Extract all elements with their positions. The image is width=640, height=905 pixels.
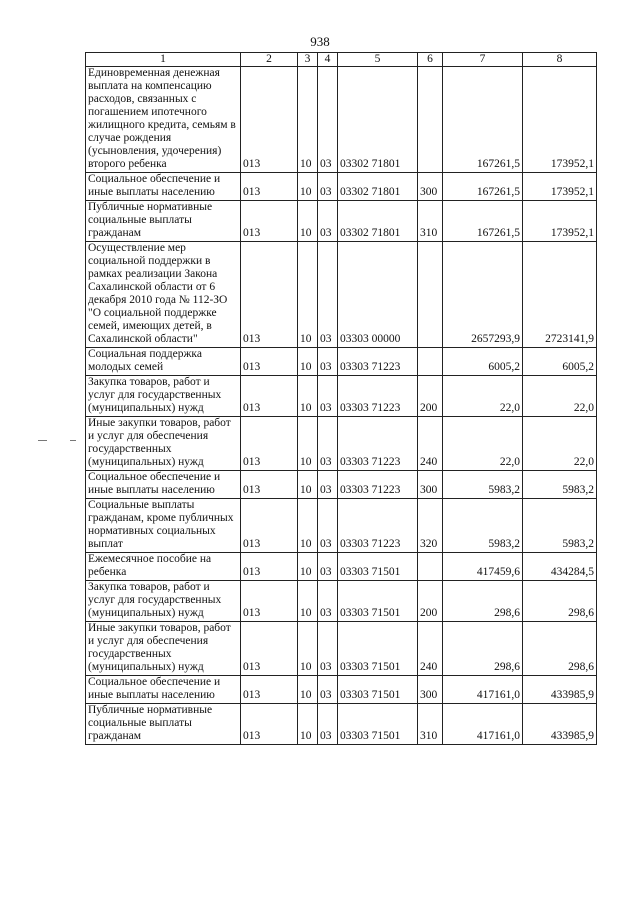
expense-type-code: [418, 553, 443, 581]
item-name: Единовременная денежная выплата на компенсацию расходов, связанных с погашением ипотечного жилищного кредита, семьям в случае рождения (усыновления, удочерения) второго ребенка: [86, 67, 241, 173]
expense-type-code: [418, 67, 443, 173]
expense-type-code: [418, 242, 443, 348]
item-name: Публичные нормативные социальные выплаты гражданам: [86, 704, 241, 745]
section-code: 10: [298, 676, 318, 704]
expense-type-code: 240: [418, 622, 443, 676]
amount-year-2: 173952,1: [523, 173, 597, 201]
section-code: 10: [298, 499, 318, 553]
column-header: 7: [443, 53, 523, 67]
table-row: [86, 471, 597, 499]
table-row: [86, 348, 597, 376]
amount-year-1: 2657293,9: [443, 242, 523, 348]
amount-year-1: 6005,2: [443, 348, 523, 376]
amount-year-2: 298,6: [523, 622, 597, 676]
column-header: 4: [318, 53, 338, 67]
subsection-code: 03: [318, 553, 338, 581]
scan-mark: [70, 440, 76, 441]
table-row: [86, 376, 597, 417]
expense-type-code: 320: [418, 499, 443, 553]
section-code: 10: [298, 553, 318, 581]
column-header: 3: [298, 53, 318, 67]
column-header: 8: [523, 53, 597, 67]
subsection-code: 03: [318, 201, 338, 242]
subsection-code: 03: [318, 704, 338, 745]
ministry-code: 013: [241, 348, 298, 376]
ministry-code: 013: [241, 376, 298, 417]
item-name: Социальное обеспечение и иные выплаты населению: [86, 471, 241, 499]
subsection-code: 03: [318, 499, 338, 553]
table-row: [86, 173, 597, 201]
table-row: [86, 581, 597, 622]
expense-type-code: 200: [418, 581, 443, 622]
amount-year-2: 298,6: [523, 581, 597, 622]
subsection-code: 03: [318, 581, 338, 622]
ministry-code: 013: [241, 417, 298, 471]
section-code: 10: [298, 417, 318, 471]
scan-mark: [38, 440, 47, 441]
target-article-code: 03303 00000: [338, 242, 418, 348]
expense-type-code: 310: [418, 201, 443, 242]
expense-type-code: 240: [418, 417, 443, 471]
target-article-code: 03303 71501: [338, 581, 418, 622]
section-code: 10: [298, 201, 318, 242]
item-name: Закупка товаров, работ и услуг для государственных (муниципальных) нужд: [86, 376, 241, 417]
section-code: 10: [298, 471, 318, 499]
expense-type-code: 300: [418, 676, 443, 704]
table-row: [86, 622, 597, 676]
amount-year-1: 5983,2: [443, 471, 523, 499]
budget-table: [85, 52, 597, 745]
amount-year-1: 167261,5: [443, 173, 523, 201]
target-article-code: 03303 71223: [338, 499, 418, 553]
expense-type-code: 300: [418, 471, 443, 499]
subsection-code: 03: [318, 348, 338, 376]
section-code: 10: [298, 581, 318, 622]
table-row: [86, 704, 597, 745]
amount-year-1: 298,6: [443, 581, 523, 622]
target-article-code: 03303 71501: [338, 704, 418, 745]
amount-year-2: 5983,2: [523, 499, 597, 553]
amount-year-1: 167261,5: [443, 201, 523, 242]
item-name: Иные закупки товаров, работ и услуг для обеспечения государственных (муниципальных) нужд: [86, 417, 241, 471]
target-article-code: 03303 71223: [338, 348, 418, 376]
ministry-code: 013: [241, 553, 298, 581]
ministry-code: 013: [241, 201, 298, 242]
section-code: 10: [298, 242, 318, 348]
subsection-code: 03: [318, 67, 338, 173]
item-name: Ежемесячное пособие на ребенка: [86, 553, 241, 581]
amount-year-1: 417161,0: [443, 704, 523, 745]
item-name: Осуществление мер социальной поддержки в рамках реализации Закона Сахалинской области от 6 декабря 2010 года № 112-ЗО "О социальной поддержке семей, имеющих детей, в Сахалинской области": [86, 242, 241, 348]
subsection-code: 03: [318, 622, 338, 676]
ministry-code: 013: [241, 471, 298, 499]
column-header: 6: [418, 53, 443, 67]
item-name: Социальное обеспечение и иные выплаты населению: [86, 676, 241, 704]
ministry-code: 013: [241, 173, 298, 201]
amount-year-2: 5983,2: [523, 471, 597, 499]
target-article-code: 03302 71801: [338, 201, 418, 242]
ministry-code: 013: [241, 704, 298, 745]
item-name: Социальная поддержка молодых семей: [86, 348, 241, 376]
target-article-code: 03303 71223: [338, 376, 418, 417]
ministry-code: 013: [241, 676, 298, 704]
amount-year-1: 298,6: [443, 622, 523, 676]
amount-year-1: 22,0: [443, 417, 523, 471]
expense-type-code: 310: [418, 704, 443, 745]
amount-year-2: 2723141,9: [523, 242, 597, 348]
subsection-code: 03: [318, 417, 338, 471]
table-row: [86, 553, 597, 581]
amount-year-1: 22,0: [443, 376, 523, 417]
column-header: 1: [86, 53, 241, 67]
section-code: 10: [298, 67, 318, 173]
expense-type-code: 300: [418, 173, 443, 201]
item-name: Иные закупки товаров, работ и услуг для обеспечения государственных (муниципальных) нужд: [86, 622, 241, 676]
amount-year-1: 417459,6: [443, 553, 523, 581]
section-code: 10: [298, 348, 318, 376]
section-code: 10: [298, 704, 318, 745]
amount-year-1: 167261,5: [443, 67, 523, 173]
amount-year-2: 173952,1: [523, 67, 597, 173]
item-name: Закупка товаров, работ и услуг для государственных (муниципальных) нужд: [86, 581, 241, 622]
target-article-code: 03303 71223: [338, 471, 418, 499]
table-row: [86, 67, 597, 173]
header-row: [86, 53, 597, 67]
item-name: Публичные нормативные социальные выплаты гражданам: [86, 201, 241, 242]
amount-year-2: 22,0: [523, 376, 597, 417]
subsection-code: 03: [318, 376, 338, 417]
column-header: 2: [241, 53, 298, 67]
target-article-code: 03303 71223: [338, 417, 418, 471]
subsection-code: 03: [318, 173, 338, 201]
column-header: 5: [338, 53, 418, 67]
table-row: [86, 201, 597, 242]
target-article-code: 03303 71501: [338, 622, 418, 676]
ministry-code: 013: [241, 581, 298, 622]
item-name: Социальные выплаты гражданам, кроме публичных нормативных социальных выплат: [86, 499, 241, 553]
target-article-code: 03303 71501: [338, 676, 418, 704]
table-row: [86, 242, 597, 348]
ministry-code: 013: [241, 499, 298, 553]
amount-year-1: 5983,2: [443, 499, 523, 553]
amount-year-2: 433985,9: [523, 704, 597, 745]
section-code: 10: [298, 173, 318, 201]
section-code: 10: [298, 376, 318, 417]
subsection-code: 03: [318, 676, 338, 704]
expense-type-code: [418, 348, 443, 376]
amount-year-1: 417161,0: [443, 676, 523, 704]
amount-year-2: 433985,9: [523, 676, 597, 704]
subsection-code: 03: [318, 242, 338, 348]
table-row: [86, 417, 597, 471]
target-article-code: 03302 71801: [338, 67, 418, 173]
ministry-code: 013: [241, 67, 298, 173]
page-number: 938: [310, 34, 330, 49]
expense-type-code: 200: [418, 376, 443, 417]
amount-year-2: 6005,2: [523, 348, 597, 376]
table-row: [86, 499, 597, 553]
amount-year-2: 22,0: [523, 417, 597, 471]
subsection-code: 03: [318, 471, 338, 499]
target-article-code: 03302 71801: [338, 173, 418, 201]
amount-year-2: 434284,5: [523, 553, 597, 581]
section-code: 10: [298, 622, 318, 676]
ministry-code: 013: [241, 622, 298, 676]
table-row: [86, 676, 597, 704]
item-name: Социальное обеспечение и иные выплаты населению: [86, 173, 241, 201]
target-article-code: 03303 71501: [338, 553, 418, 581]
ministry-code: 013: [241, 242, 298, 348]
amount-year-2: 173952,1: [523, 201, 597, 242]
